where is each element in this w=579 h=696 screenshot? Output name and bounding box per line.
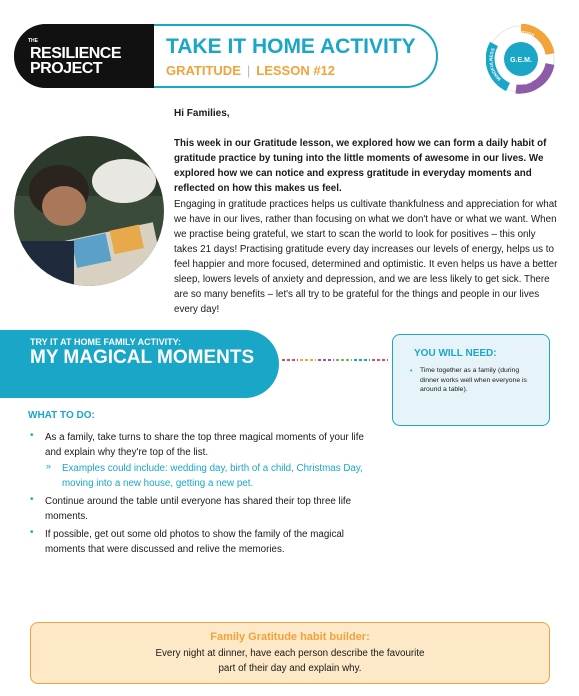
intro-body: Engaging in gratitude practices helps us cultivate thankfulness and appreciation for what we have in our lives, rather than focusing on what we don't have or what we want. When we practise being grateful, we start to scan the world to look for positives – this only takes 21 days! Practising gratitude every day increases our levels of energy, helps us to feel happier and more focused, determined and optimistic. It even helps us have a better sleep, lowers levels of anxiety and depression, and we are less likely to get sick. There are so many benefits – let's all try to be grateful for the things and people in our lives every day! bbox=[174, 199, 558, 315]
subtitle-separator: | bbox=[246, 63, 251, 78]
step-bullet-icon: • bbox=[30, 494, 34, 505]
gem-badge-icon bbox=[486, 24, 556, 94]
need-bullet-icon: • bbox=[410, 368, 413, 375]
subtitle-lesson: LESSON #12 bbox=[256, 63, 336, 78]
step-bullet-icon: • bbox=[30, 430, 34, 441]
step-3: If possible, get out some old photos to show the family of the magical moments that were discussed and relive the memories. bbox=[45, 529, 344, 555]
greeting: Hi Families, bbox=[174, 108, 230, 119]
activity-kicker: TRY IT AT HOME FAMILY ACTIVITY: bbox=[30, 337, 182, 347]
step-bullet-icon: • bbox=[30, 527, 34, 538]
step-2: Continue around the table until everyone has shared their top three life moments. bbox=[45, 496, 352, 522]
gem-ring-mindfulness: MINDFULNESS bbox=[488, 47, 502, 82]
intro-summary: This week in our Gratitude lesson, we explored how we can form a daily habit of gratitude practice by tuning into the little moments of awesome in our lives. We explored how we can notice and express gratitude in everyday moments and reflected on how this makes us feel. bbox=[174, 138, 547, 194]
step-1: As a family, take turns to share the top three magical moments of your life and explain why they're top of the list. bbox=[45, 432, 364, 458]
gem-ring-empathy: EMPATHY bbox=[523, 70, 543, 86]
activity-title: MY MAGICAL MOMENTS bbox=[30, 347, 255, 368]
dotted-divider bbox=[282, 358, 388, 362]
logo-line1: RESILIENCE bbox=[30, 45, 122, 62]
page-title: TAKE IT HOME ACTIVITY bbox=[166, 35, 416, 58]
need-item: Time together as a family (during dinner works well when everyone is around a table). bbox=[420, 367, 527, 393]
gem-ring-gratitude: GRATITUDE bbox=[506, 29, 536, 39]
family-photo bbox=[14, 136, 164, 286]
you-will-need-title: YOU WILL NEED: bbox=[414, 348, 497, 359]
sub-step-chevron-icon: » bbox=[46, 461, 52, 471]
habit-builder-title: Family Gratitude habit builder: bbox=[210, 631, 370, 643]
gem-center-label: G.E.M. bbox=[510, 57, 532, 64]
logo-the: THE bbox=[28, 38, 38, 44]
logo-line2: PROJECT bbox=[30, 60, 103, 77]
page-subtitle bbox=[166, 63, 335, 78]
sub-step-examples: Examples could include: wedding day, birth of a child, Christmas Day, moving into a new house, getting a new pet. bbox=[62, 463, 363, 489]
subtitle-topic: GRATITUDE bbox=[166, 63, 241, 78]
habit-builder-body: Every night at dinner, have each person describe the favourite part of their day and explain why. bbox=[155, 648, 425, 674]
what-to-do-title: WHAT TO DO: bbox=[28, 410, 95, 421]
